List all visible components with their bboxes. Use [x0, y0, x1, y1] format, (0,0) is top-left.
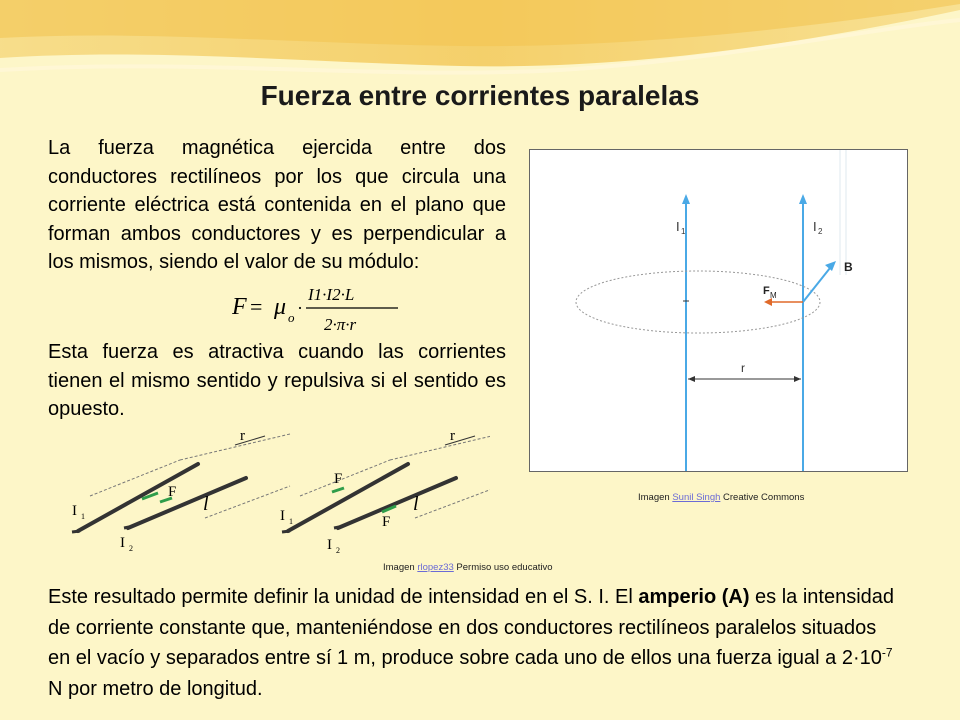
caption-left-author-link[interactable]: rlopez33 — [417, 562, 454, 573]
left-label-l: l — [203, 493, 209, 515]
ampere-exponent: -7 — [881, 645, 893, 660]
right-label-f-bottom: F — [382, 514, 391, 530]
ampere-term: amperio (A) — [638, 586, 750, 608]
label-fm-sub: M — [770, 291, 777, 300]
formula-mu-sub: o — [288, 310, 295, 325]
svg-text:·: · — [297, 298, 303, 318]
right-label-i2: I — [327, 537, 332, 553]
label-i2: I — [813, 219, 817, 234]
wire-pair-opposite-direction — [280, 428, 490, 555]
caption-right-prefix: Imagen — [638, 492, 670, 503]
caption-right — [638, 492, 804, 503]
formula-mu: μ — [274, 294, 287, 320]
right-label-r: r — [450, 428, 455, 444]
ampere-text-middle: es la intensidad de corriente constante que, manteniéndose en dos conductores rectilíneos paralelos situados en el vacío y separados entre sí 1 m, produce sobre cada uno de ellos una fuerza igual a 2·10 — [48, 586, 895, 669]
right-label-f-top: F — [334, 471, 343, 487]
caption-left-suffix: Permiso uso educativo — [456, 562, 553, 573]
left-label-r: r — [240, 428, 245, 444]
left-label-i1-sub: 1 — [81, 512, 85, 521]
right-label-l: l — [413, 493, 419, 515]
left-label-i2: I — [120, 535, 125, 551]
formula-numerator: I1·I2·L — [308, 285, 355, 304]
paragraph-attractive-repulsive: Esta fuerza es atractiva cuando las corrientes tienen el mismo sentido y repulsiva si el sentido es opuesto. — [48, 341, 506, 420]
svg-text:=: = — [250, 294, 263, 319]
label-i2-sub: 2 — [818, 227, 823, 236]
right-label-i1-sub: 1 — [289, 517, 293, 526]
left-label-i1: I — [72, 503, 77, 519]
force-formula — [232, 278, 402, 336]
left-label-i2-sub: 2 — [129, 544, 133, 553]
page-title: Fuerza entre corrientes paralelas — [260, 80, 700, 111]
caption-left-prefix: Imagen — [383, 562, 415, 573]
caption-right-author-link[interactable]: Sunil Singh — [672, 492, 721, 503]
label-fm: F — [763, 285, 770, 297]
caption-left — [383, 562, 553, 573]
caption-right-suffix: Creative Commons — [723, 492, 805, 503]
formula-denominator: 2·π·r — [324, 315, 357, 334]
wire-pair-same-direction — [72, 428, 290, 553]
label-i1: I — [676, 219, 680, 234]
right-label-i2-sub: 2 — [336, 546, 340, 555]
ampere-text-before: Este resultado permite definir la unidad de intensidad en el S. I. El — [48, 586, 639, 608]
label-b: B — [844, 260, 853, 274]
ampere-text-after: N por metro de longitud. — [48, 677, 263, 700]
label-r: r — [741, 361, 745, 375]
right-label-i1: I — [280, 508, 285, 524]
wire-pairs-figure — [60, 428, 490, 560]
paragraph-force-definition: La fuerza magnética ejercida entre dos conductores rectilíneos por los que circula una corriente eléctrica está contenida en el plano que forman ambos conductores y es perpendicular a los mismos, siendo el valor de su módulo: — [48, 137, 506, 273]
paragraph-ampere-definition — [48, 582, 898, 704]
field-diagram — [530, 150, 907, 471]
parallel-currents-figure — [529, 149, 908, 472]
label-i1-sub: 1 — [681, 227, 686, 236]
formula-lhs: F — [232, 294, 247, 320]
left-label-f: F — [168, 484, 177, 500]
